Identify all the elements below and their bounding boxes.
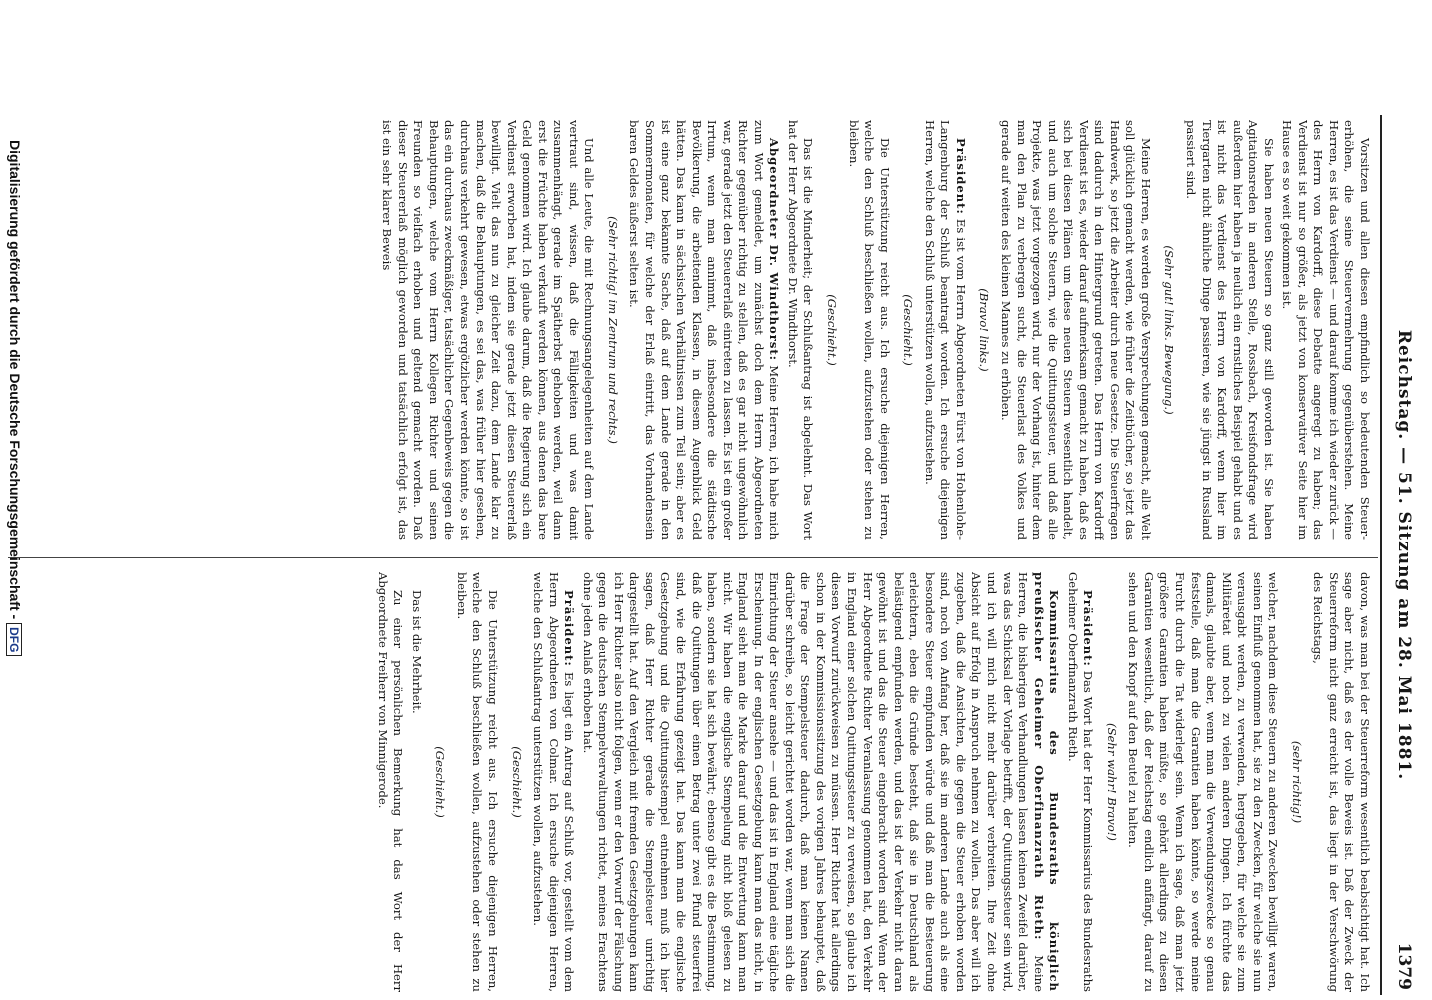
- paragraph: [1279, 120, 1372, 540]
- header-rule: [1380, 115, 1382, 995]
- paragraph-text: Und alle Leute, die mit Rechnungsangelegenheiten auf dem Lande vertraut sind, wissen, daß die Fälligkeiten und was damit zusammenhängt, gerade im Spätherbst gehoben werden, weil dann erst die Früchte haben verkauft werden können, aus denen das bare Geld genommen wird. Ich glaube darum, daß die Regierung sich ein Verdienst erworben hat, indem sie gerade jetzt diesen Steuererlaß bewilligt. Vielt das nun zu gleicher Zeit dazu, dem Lande klar zu machen, daß die Behauptungen, es sei das, was früher hier gesehen, durchaus verkehrt gewesen, etwas ergötzlicher werden könnte, so ist das ein durchaus zweckmäßiger, tatsächlicher Gegenbeweis gegen die Behauptungen, welche vom Herrn Kollegen Richter und seinen Freunden so vielfach erhoben und geltend gemacht worden. Daß dieser Steuererlaß möglich geworden und tatsächlich erfolgt ist, das ist ein sehr klarer Beweis: [380, 120, 597, 540]
- paragraph: [1288, 572, 1304, 992]
- paragraph: [997, 120, 1152, 540]
- paragraph: [1161, 120, 1177, 540]
- paragraph: [530, 572, 577, 992]
- paragraph: [432, 572, 448, 992]
- page-header: [1384, 120, 1414, 990]
- paragraph-text: davon, was man bei der Steuerreform wesentlich beabsichtigt hat. Ich sage aber nicht, daß es der volle Beweis ist. Daß der Zweck der Steuerreform nicht ganz erreicht ist, das liegt in der Verschwörung des Reichstags,: [1311, 572, 1372, 992]
- paragraph-text: Sie haben neuen Steuern so ganz still geworden ist. Sie haben Agitationsreden in anderen Stelle, Rossbach, Kreisfondsfrage wird außerdem hier haben ja neulich ein ernstliches Beispiel gehabt und es ist nicht das Verdienst des Herrn von Kardorff, wenn hier im Tiergarten nicht ähnliche Dinge passieren, wie sie jüngst in Russland passiert sind.: [1183, 120, 1276, 540]
- paragraph-text: Meine Herren, ich habe mich zum Wort gemeldet, um zunächst doch dem Herrn Abgeordneten Richter gegenüber richtig zu stellen, daß es gar nicht ungewöhnlich war, gerade jetzt den Steuererlaß eintreten zu lassen. Es ist ein großer Irrtum, wenn man annimmt, daß insbesondere die städtische Bevölkerung, die arbeitenden Klassen, in diesem Augenblick Geld hätten. Das kann in sächsischen Verhältnissen zum Teil sein; aber es ist eine ganz bekannte Sache, daß auf dem Lande gerade in den Sommermonaten, für welche der Erlaß eintritt, das Vorhandensein baren Geldes äußerst selten ist.: [627, 120, 782, 540]
- paragraph: [1310, 572, 1372, 992]
- page-title: Reichstag. — 51. Sitzung am 28. Mai 1881.: [1394, 329, 1414, 781]
- paragraph-text: welcher, nachdem diese Steuern zu anderen Zwecken bewilligt waren, seinen Einfluß genommen hat, sie zu den Zwecken, für welche sie nun verausgabt werden, zu verwenden, hergegeben, für welche sie zum Militäretat und noch zu vielen anderen Dingen. Ich fürchte das damals, glaubte aber, wenn man die Verwendungszwecke so genau feststelle, daß man die Garantien haben könnte, so werde meine Furcht durch die Tat widerlegt sein. Wenn ich sage, daß man jetzt größere Garantien haben müßte, so gehört allerdings zu diesen Garantien wesentlich, daß der Reichstag endlich anfängt, darauf zu sehen und den Knopf auf den Beutel zu halten.: [1126, 572, 1281, 992]
- paragraph-text: (Sehr gut! links. Bewegung.): [1162, 245, 1177, 415]
- paragraph: [1182, 120, 1275, 540]
- column-divider: [8, 557, 1378, 558]
- paragraph: [824, 120, 840, 540]
- paragraph-text: (sehr richtig!): [1289, 740, 1304, 824]
- paragraph-text: Das Wort hat der Herr Kommissarius des Bundesraths Geheimer Oberfinanzrath Rieth.: [1065, 572, 1096, 992]
- paragraph: [453, 572, 500, 992]
- paragraph-text: Vorsitzen und allen diesen empfindlich so bedeutenden Steuer-erhöhen, die seine Steuervermehrung gegenüberstehen. Meine Herren, es ist das Verdienst — und darauf komme ich wieder zurück — des Herrn von Kardorff, diese Debatte angeregt zu haben; das Verdienst ist nur so größer, als jetzt von konservativer Seite hier im Hause es so weit gekommen ist.: [1280, 120, 1372, 540]
- paragraph-text: Zu einer persönlichen Bemerkung hat das Wort der Herr Abgeordnete Freiherr von Minnigerode.: [375, 572, 406, 992]
- paragraph: [1103, 572, 1119, 992]
- paragraph: [408, 572, 424, 992]
- paragraph-text: Das ist die Mehrheit.: [409, 590, 424, 714]
- paragraph-text: Meine Herren, die bisherigen Verhandlungen lassen keinen Zweifel darüber, was das Schicksal der Vorlage betrifft, der Quittungssteuer sein wird, und ich will mich nicht mehr darüber verbreiten. Ihre Zeit ohne Absicht auf Erfolg in Anspruch nehmen zu wollen. Das aber will ich zugeben, daß die Ansichten, die gegen die Steuer erhoben worden sind, noch von Anfang her, daß sie im anderen Lande auch als eine besondere Steuer empfunden würde und daß man die Besteuerung erleichtern, eben die Gründe besteht, daß sie in Deutschland als belästigend empfunden werden, und das ist der Verkehr nicht daran gewöhnt ist und das die Steuer eingebracht worden sind. Wenn der Herr Abgeordnete Richter Veranlassung genommen hat, den Verkehr in England einer solchen Quittungssteuer zu verweisen, so glaube ich diesen Vorwurf zurückweisen zu müssen. Herr Richter hat allerdings schon in der Kommissionssitzung des vorigen Jahres behauptet, daß die Frage der Stempelsteuer dadurch, daß man keinen Namen darüber schreibe, so leicht gerichtet worden war, wenn man sich die Einrichtung der Steuer ansehe — und das ist in England eine tägliche Erscheinung. In der englischen Gesetzgebung kann man das nicht, in England sieht man die Marke darauf und die Entwertung kann man nicht. Wir haben die englische Stempelung nicht bloß gelesen zu haben, sondern sie hat sich bewährt; ebenso gibt es die Bestimmung, daß die Quittungen über einen Betrag unter zwei Pfund steuerfrei sind, wie die Erfahrung gezeigt hat. Das kann man die englische Gesetzgebung und die Quittungsstempel entnehmen muß ich hier sagen, daß Herr Richter gerade die Stempelsteuer unrichtig dargestellt hat. Auf den Vergleich mit fremden Gesetzgebungen kann ich Herr Richter also nicht folgen, wenn er den Vorwurf der Fälschung gegen die deutschen Stempelverwaltungen richtet, meines Erachtens ohne jeden Anlaß erhoben hat.: [580, 572, 1046, 992]
- paragraph-text: Die Unterstützung reicht aus. Ich ersuche diejenigen Herren, welche den Schluß beschließen wollen, aufzustehen oder stehen zu bleiben.: [846, 120, 892, 540]
- paragraph: [374, 572, 405, 992]
- left-column: [12, 120, 1372, 540]
- paragraph: [379, 120, 597, 540]
- paragraph-text: (Sehr richtig! im Zentrum und rechts.): [605, 216, 620, 444]
- paragraph: [508, 572, 524, 992]
- paragraph: [976, 120, 992, 540]
- paragraph: [845, 120, 892, 540]
- paragraph: [626, 120, 781, 540]
- paragraph-text: (Geschieht.): [509, 746, 524, 818]
- credit-text: Digitalisierung gefördert durch die Deutsche Forschungsgemeinschaft -: [7, 140, 23, 620]
- paragraph: [579, 572, 1061, 992]
- paragraph-text: (Geschieht.): [901, 294, 916, 366]
- speaker-name: Präsident:: [1081, 590, 1096, 667]
- paragraph-text: Meine Herren, es werden große Versprechungen gemacht, alle Welt soll glücklich gemacht werden, wie früher die Zeitbücher, so jetzt das Handwerk, so jetzt die Arbeiter durch neue Gesetze. Die Steuerfragen sind dadurch in den Hintergrund getreten. Das Herrn von Kardorff Verdienst ist es, wieder darauf aufmerksam gemacht zu haben, daß es sich bei diesen Plänen um diese neuen Steuern wesentlich handelt, und auch um solche Steuern, wie die Quittungssteuer, und daß alle Projekte, was jetzt vorgezogen wird, nur der Vorhang ist, hinter dem man den Plan zu verbergen sucht, die Steuerlast des Volkes und gerade auf weiten des kleinen Mannes zu erhöhen.: [998, 120, 1153, 540]
- paragraph: [784, 120, 815, 540]
- paragraph: [1125, 572, 1280, 992]
- speaker-name: Kommissarius des Bundesraths königlich preußischer Geheimer Oberfinanzrath Rieth:: [1031, 572, 1062, 992]
- paragraph-text: (Geschieht.): [825, 294, 840, 366]
- paragraph-text: (Sehr wahr! Bravo!): [1104, 723, 1119, 841]
- paragraph: [900, 120, 916, 540]
- digitization-credit: [3, 140, 23, 990]
- right-column: [12, 572, 1372, 992]
- paragraph-text: Es liegt ein Antrag auf Schluß vor, gestellt vom dem Herrn Abgeordneten von Colmar. Ich ersuche diejenigen Herren, welche den Schlußantrag unterstützen wollen, aufzustehen.: [531, 572, 577, 992]
- speaker-name: Abgeordneter Dr. Windthorst:: [767, 138, 782, 362]
- paragraph-text: Es ist vom Herrn Abgeordneten Fürst von Hohenlohe-Langenburg der Schluß beantragt worden. Ich ersuche diejenigen Herren, welche den Schluß unterstützen wollen, aufzustehen.: [922, 120, 968, 540]
- speaker-name: Präsident:: [562, 590, 577, 667]
- paragraph-text: (Bravo! links.): [977, 288, 992, 372]
- paragraph: [1064, 572, 1095, 992]
- speaker-name: Präsident:: [953, 138, 968, 215]
- paragraph: [604, 120, 620, 540]
- paragraph-text: Die Unterstützung reicht aus. Ich ersuche diejenigen Herren, welche den Schluß beschließen wollen, aufzustehen oder stehen zu bleiben.: [454, 572, 501, 992]
- paragraph-text: (Geschieht.): [433, 746, 448, 818]
- dfg-logo: DFG: [6, 623, 22, 656]
- page-number: 1379: [1394, 942, 1414, 990]
- paragraph-text: Das ist die Minderheit; der Schlußantrag ist abgelehnt. Das Wort hat der Herr Abgeordnete Dr. Windthorst.: [785, 120, 816, 540]
- paragraph: [921, 120, 968, 540]
